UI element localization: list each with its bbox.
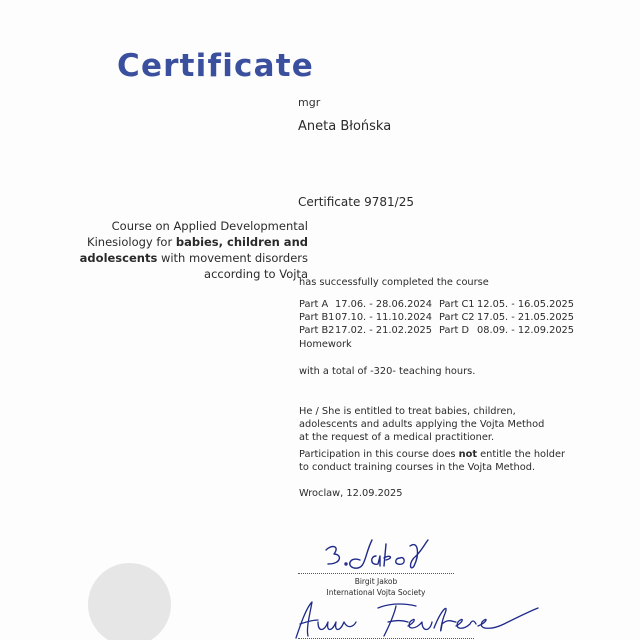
part-dates: 12.05. - 16.05.2025 [477, 299, 575, 310]
participation-text: Participation in this course does [299, 449, 459, 460]
course-description [80, 218, 308, 282]
course-line-1: Course on Applied Developmental [111, 219, 308, 233]
course-line-3-plain: with movement disorders [157, 251, 308, 265]
participation-emphasis: not [458, 449, 478, 460]
total-hours: with a total of -320- teaching hours. [299, 366, 476, 377]
course-line-2-plain: Kinesiology for [87, 235, 176, 249]
part-label: Part D [439, 325, 469, 336]
entitlement-line: adolescents and adults applying the Vojta Method [299, 419, 545, 430]
course-line-3-bold: adolescents [79, 251, 158, 265]
recipient-prefix: mgr [298, 96, 321, 109]
part-dates: 08.09. - 12.09.2025 [477, 325, 575, 336]
course-line-3 [80, 250, 308, 266]
part-dates: 17.06. - 28.06.2024 [335, 299, 433, 310]
recipient-name: Aneta Błońska [298, 119, 392, 134]
part-dates: 17.05. - 21.05.2025 [477, 312, 575, 323]
part-label: Part C1 [439, 299, 475, 310]
entitlement-line: at the request of a medical practitioner. [299, 432, 495, 443]
part-dates: 17.02. - 21.02.2025 [335, 325, 433, 336]
place-and-date: Wroclaw, 12.09.2025 [299, 488, 403, 499]
participation-note [299, 448, 565, 474]
certificate-title: Certificate [117, 48, 314, 84]
parts-row [299, 311, 574, 324]
signature-line [298, 573, 454, 574]
parts-row [299, 298, 574, 311]
participation-line-2: to conduct training courses in the Vojta Method. [299, 462, 536, 473]
course-line-2-bold: babies, children and [175, 235, 308, 249]
course-parts-table [299, 298, 574, 337]
certificate-number: Certificate 9781/25 [298, 195, 414, 209]
part-label: Part C2 [439, 312, 475, 323]
signature-feufere-icon [292, 598, 542, 640]
completed-text: has successfully completed the course [299, 277, 489, 288]
participation-line-1 [299, 448, 565, 461]
part-dates: 07.10. - 11.10.2024 [335, 312, 433, 323]
entitlement-text [299, 405, 544, 444]
homework-label: Homework [299, 339, 352, 350]
entitlement-line: He / She is entitled to treat babies, children, [299, 406, 516, 417]
part-label: Part B2 [299, 325, 335, 336]
course-line-4: according to Vojta [204, 267, 308, 281]
signer-name: Birgit Jakob [354, 577, 398, 586]
signer-organization: International Vojta Society [326, 588, 426, 597]
signature-line [298, 638, 474, 639]
part-label: Part B1 [299, 312, 335, 323]
seal-stamp [88, 563, 171, 640]
participation-text: entitle the holder [477, 449, 566, 460]
part-label: Part A [299, 299, 329, 310]
parts-row [299, 324, 574, 337]
course-line-2 [80, 234, 308, 250]
